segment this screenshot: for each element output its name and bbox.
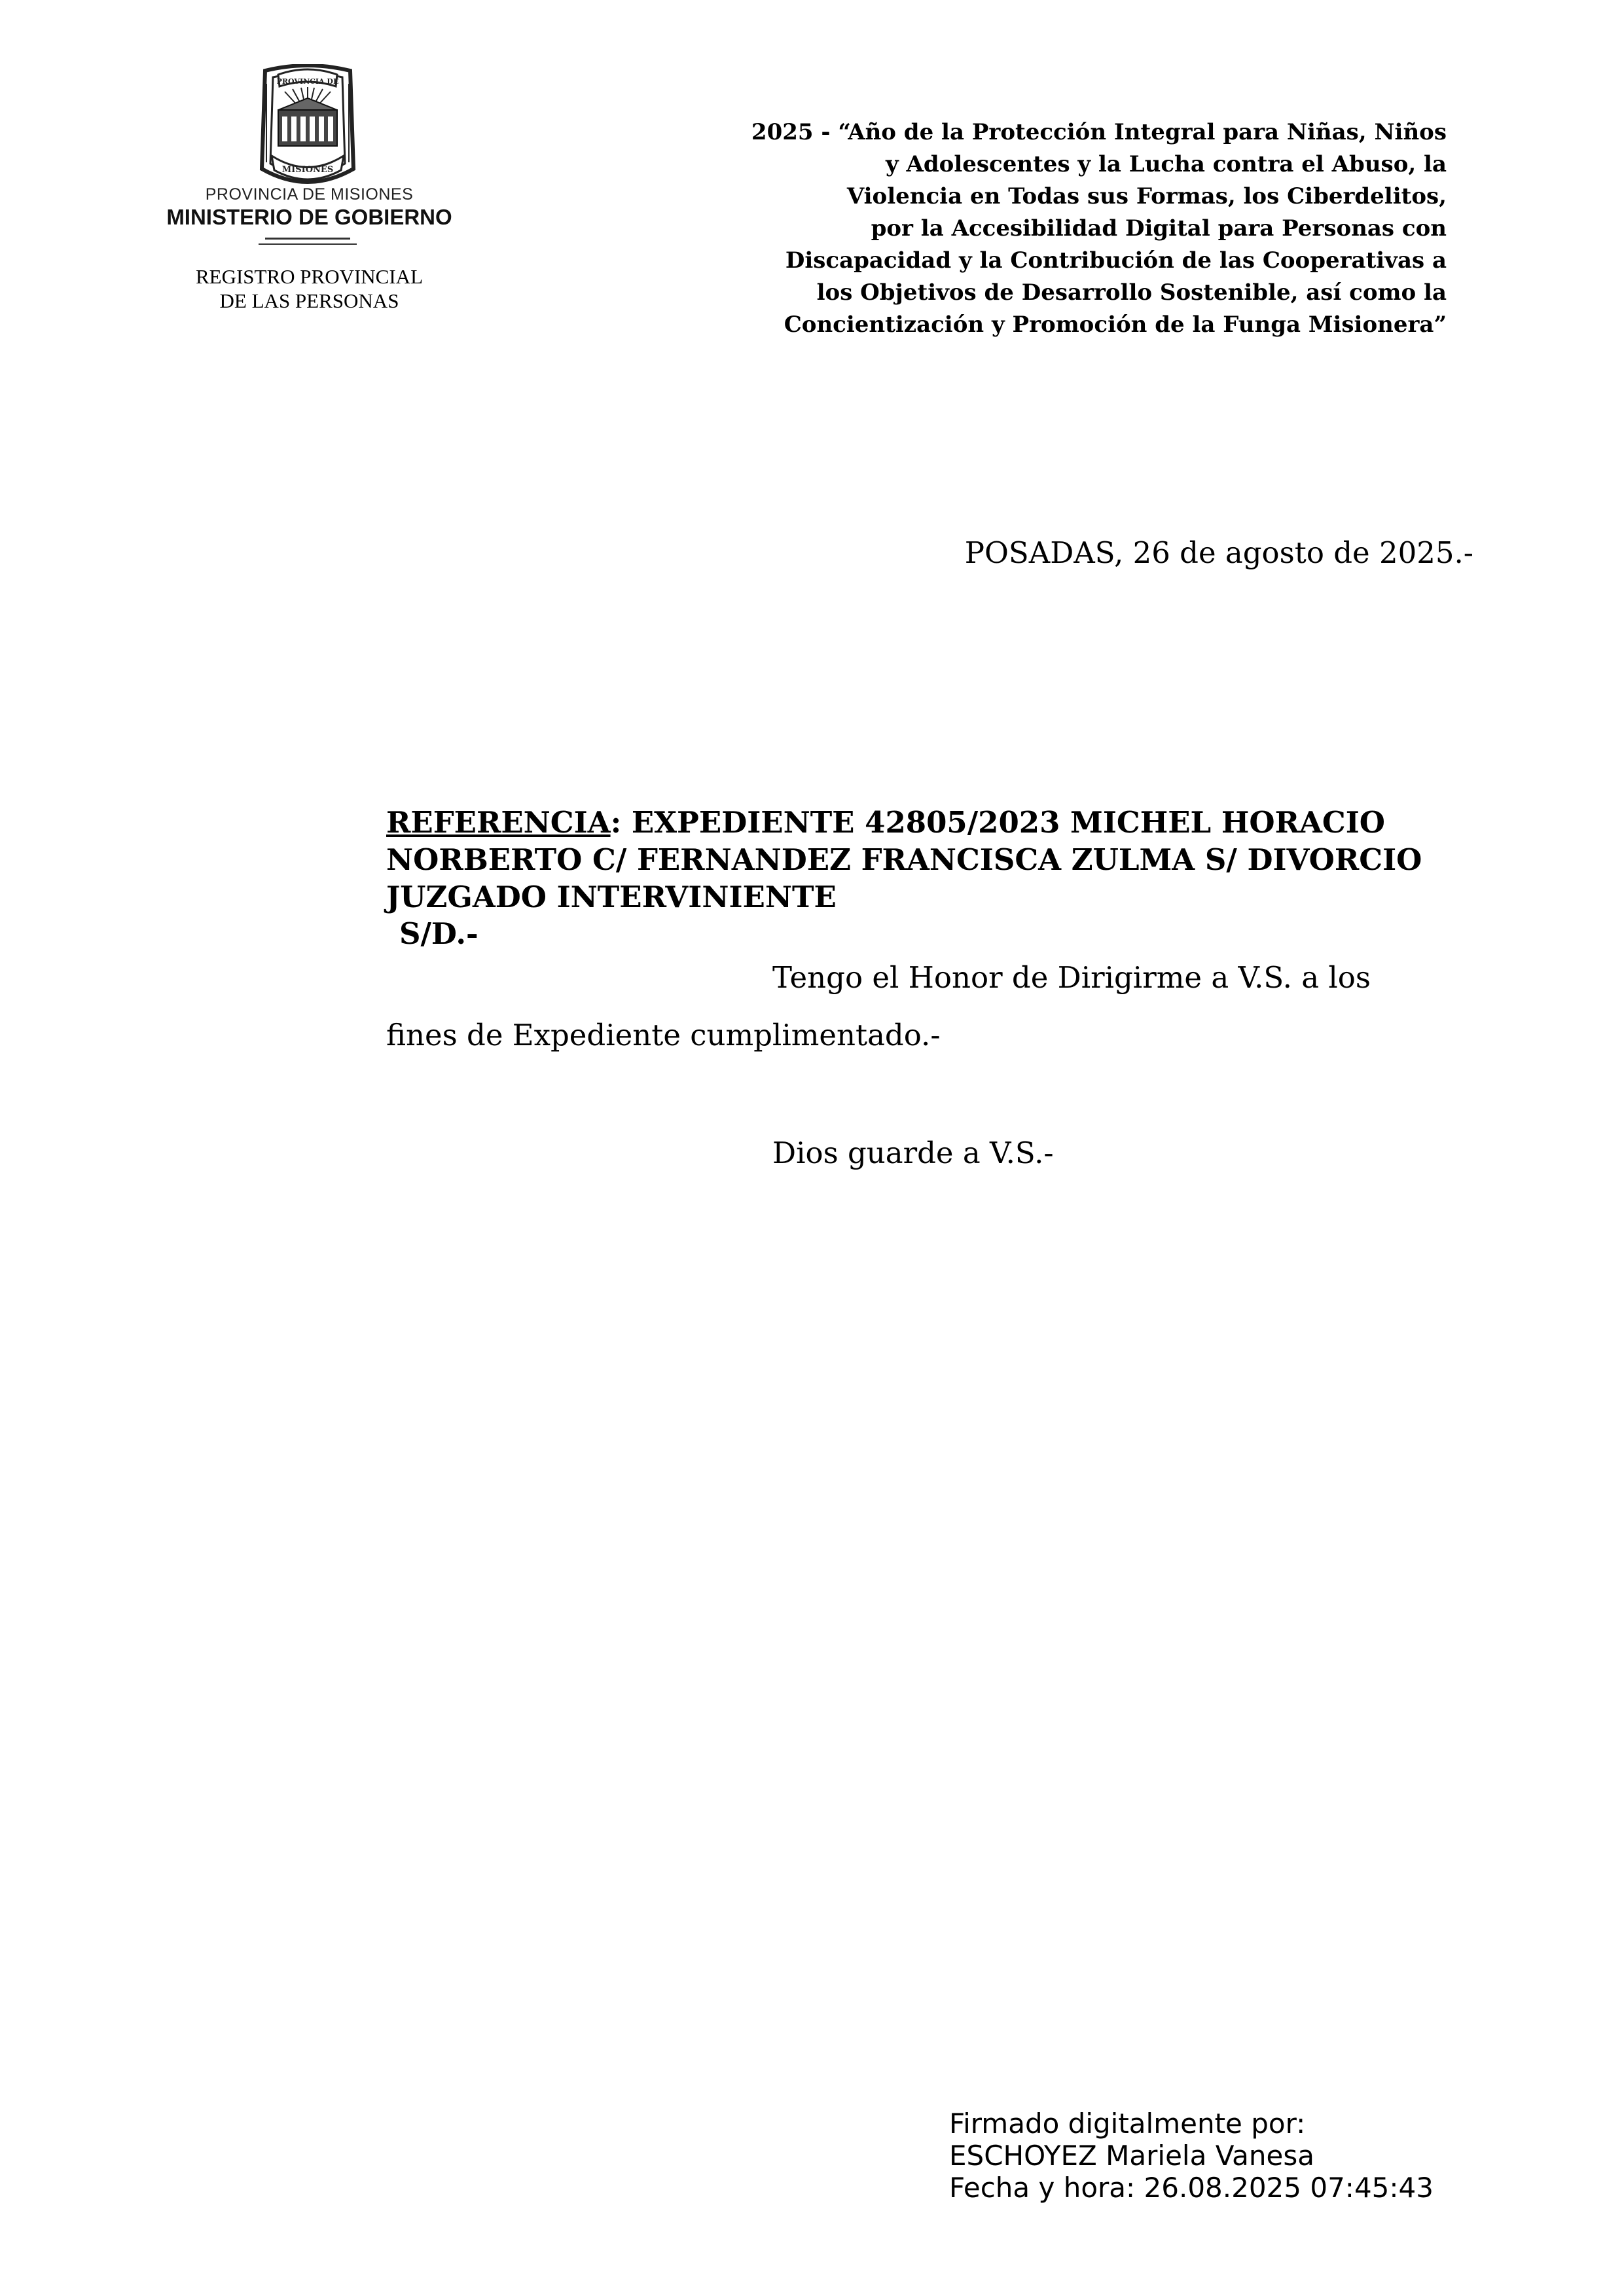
provincial-crest-icon bbox=[252, 64, 363, 192]
closing-line: Dios guarde a V.S.- bbox=[772, 1136, 1054, 1170]
motto-line: por la Accesibilidad Digital para Personas con bbox=[871, 215, 1447, 242]
letterhead-divider bbox=[265, 238, 350, 240]
reference-label: REFERENCIA bbox=[386, 805, 611, 840]
signature-signer: ESCHOYEZ Mariela Vanesa bbox=[949, 2140, 1314, 2172]
body-line-2: fines de Expediente cumplimentado.- bbox=[386, 1018, 941, 1052]
digital-signature bbox=[949, 2108, 1434, 2204]
reference-text: : EXPEDIENTE 42805/2023 MICHEL HORACIO bbox=[610, 805, 1385, 840]
year-motto bbox=[609, 117, 1447, 341]
motto-line: 2025 - “Año de la Protección Integral para Niñas, Niños bbox=[751, 119, 1447, 145]
crest-top-text: PROVINCIA DE bbox=[276, 77, 339, 86]
signature-timestamp: Fecha y hora: 26.08.2025 07:45:43 bbox=[949, 2172, 1434, 2204]
body-line-1: Tengo el Honor de Dirigirme a V.S. a los bbox=[772, 960, 1371, 995]
registry-line-1: REGISTRO PROVINCIAL bbox=[195, 265, 424, 288]
crest-bottom-text: MISIONES bbox=[281, 165, 334, 175]
reference-block bbox=[386, 804, 1422, 916]
motto-line: Concientización y Promoción de la Funga Misionera” bbox=[784, 312, 1447, 338]
motto-line: los Objetivos de Desarrollo Sostenible, así como la bbox=[816, 279, 1447, 306]
reference-line-1 bbox=[386, 804, 1422, 841]
document-date: POSADAS, 26 de agosto de 2025.- bbox=[964, 535, 1473, 570]
registry-line-2: DE LAS PERSONAS bbox=[219, 289, 399, 312]
ministry-name: MINISTERIO DE GOBIERNO bbox=[166, 205, 452, 229]
reference-line-2: NORBERTO C/ FERNANDEZ FRANCISCA ZULMA S/ DIVORCIO bbox=[386, 842, 1422, 877]
motto-line: y Adolescentes y la Lucha contra el Abuso, la bbox=[885, 151, 1447, 177]
su-despacho: S/D.- bbox=[399, 916, 478, 951]
signature-line-1: Firmado digitalmente por: bbox=[949, 2108, 1306, 2140]
province-name: PROVINCIA DE MISIONES bbox=[205, 185, 414, 204]
letterhead-divider-thin bbox=[259, 243, 357, 245]
reference-line-3: JUZGADO INTERVINIENTE bbox=[386, 880, 837, 914]
motto-line: Violencia en Todas sus Formas, los Ciberdelitos, bbox=[846, 183, 1447, 209]
motto-line: Discapacidad y la Contribución de las Cooperativas a bbox=[785, 247, 1447, 274]
